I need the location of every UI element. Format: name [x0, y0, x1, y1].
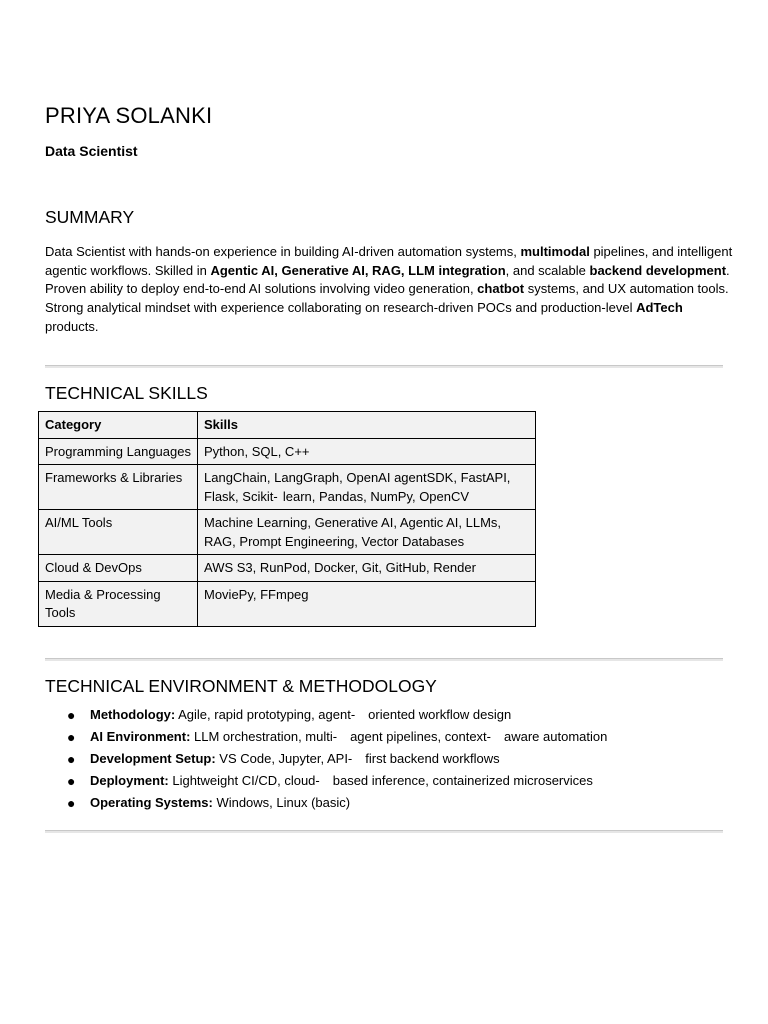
- summary-keyword: chatbot: [477, 281, 525, 297]
- summary-text-segment: products.: [45, 318, 99, 334]
- item-text: Agile, rapid prototyping, agent- oriented workflow design: [175, 707, 512, 722]
- summary-heading: SUMMARY: [45, 207, 135, 227]
- summary-keyword: AdTech: [636, 300, 683, 316]
- list-item: [45, 748, 607, 770]
- skills-cell: LangChain, LangGraph, OpenAI agentSDK, FastAPI, Flask, Scikit- learn, Pandas, NumPy, OpenCV: [198, 465, 536, 510]
- list-item: [45, 770, 607, 792]
- summary-text-segment: systems, and UX automation tools. Strong analytical mindset with experience collaborating on research-driven POCs and production-level: [45, 281, 729, 316]
- table-row: [39, 581, 536, 626]
- list-item: [45, 704, 607, 726]
- category-cell: Frameworks & Libraries: [39, 465, 198, 510]
- item-text: Windows, Linux (basic): [212, 795, 351, 810]
- item-label: Development Setup:: [90, 751, 216, 766]
- bullet-icon: ●: [67, 773, 76, 789]
- section-divider: [45, 830, 723, 833]
- table-header-row: [39, 412, 536, 439]
- summary-text-segment: . Proven ability to deploy end-to-end AI solutions involving video generation,: [45, 262, 730, 297]
- summary-text-segment: pipelines, and intelligent agentic workflows. Skilled in: [45, 244, 733, 278]
- bullet-icon: ●: [67, 795, 76, 811]
- section-divider: [45, 658, 723, 661]
- table-row: [39, 465, 536, 510]
- skills-cell: Machine Learning, Generative AI, Agentic AI, LLMs, RAG, Prompt Engineering, Vector Databases: [198, 510, 536, 555]
- bullet-icon: ●: [67, 751, 76, 767]
- skills-heading: TECHNICAL SKILLS: [45, 383, 208, 403]
- item-label: Operating Systems:: [90, 795, 213, 810]
- environment-heading: TECHNICAL ENVIRONMENT & METHODOLOGY: [45, 676, 437, 696]
- category-cell: Cloud & DevOps: [39, 555, 198, 582]
- skills-cell: AWS S3, RunPod, Docker, Git, GitHub, Render: [198, 555, 536, 582]
- item-text: LLM orchestration, multi- agent pipelines, context- aware automation: [190, 729, 608, 744]
- summary-paragraph: [45, 243, 735, 337]
- section-divider: [45, 365, 723, 368]
- candidate-name: PRIYA SOLANKI: [45, 103, 213, 128]
- bullet-icon: ●: [67, 707, 76, 723]
- table-row: [39, 438, 536, 465]
- environment-list: [45, 704, 607, 814]
- summary-keyword: backend development: [589, 262, 727, 278]
- item-label: Methodology:: [90, 707, 176, 722]
- skills-cell: Python, SQL, C++: [198, 438, 536, 465]
- item-label: Deployment:: [90, 773, 169, 788]
- item-text: VS Code, Jupyter, API- first backend workflows: [215, 751, 500, 766]
- table-row: [39, 510, 536, 555]
- column-header-skills: Skills: [198, 412, 536, 439]
- skills-table: [38, 411, 536, 627]
- list-item: [45, 792, 607, 814]
- list-item: [45, 726, 607, 748]
- category-cell: Programming Languages: [39, 438, 198, 465]
- item-text: Lightweight CI/CD, cloud- based inference, containerized microservices: [168, 773, 593, 788]
- category-cell: Media & Processing Tools: [39, 581, 198, 626]
- candidate-role: Data Scientist: [45, 143, 138, 159]
- summary-text-segment: , and scalable: [505, 262, 590, 278]
- summary-keyword: Agentic AI, Generative AI, RAG, LLM integration: [210, 262, 506, 278]
- bullet-icon: ●: [67, 729, 76, 745]
- item-label: AI Environment:: [90, 729, 191, 744]
- category-cell: AI/ML Tools: [39, 510, 198, 555]
- summary-keyword: multimodal: [520, 244, 590, 259]
- summary-text-segment: Data Scientist with hands-on experience in building AI-driven automation systems,: [45, 244, 521, 259]
- table-row: [39, 555, 536, 582]
- skills-cell: MoviePy, FFmpeg: [198, 581, 536, 626]
- column-header-category: Category: [39, 412, 198, 439]
